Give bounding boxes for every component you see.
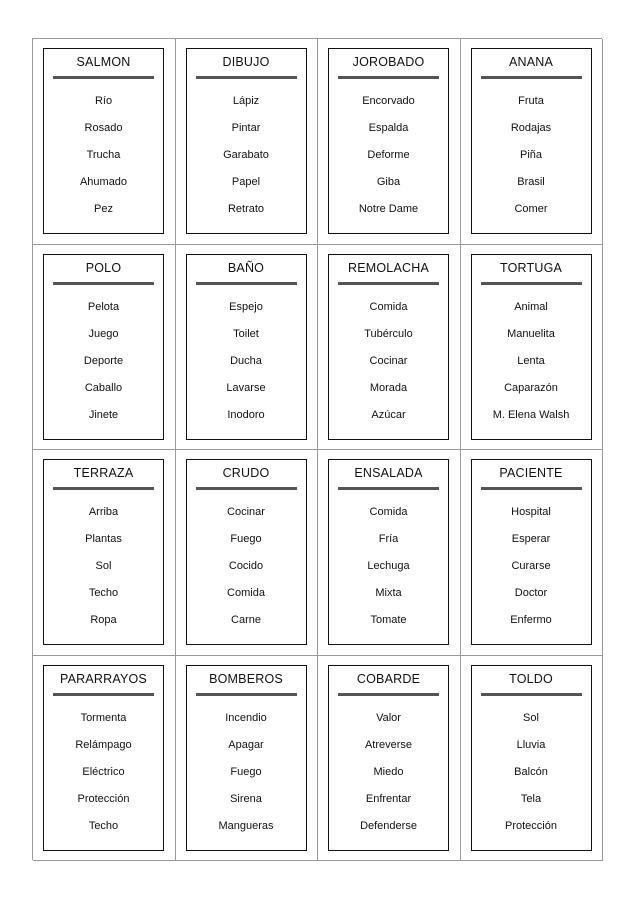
forbidden-word: Tormenta — [80, 711, 127, 724]
forbidden-word: Deporte — [83, 354, 124, 367]
forbidden-word: Notre Dame — [358, 203, 419, 215]
forbidden-word: Río — [94, 95, 113, 107]
forbidden-word: M. Elena Walsh — [492, 408, 570, 421]
forbidden-word: Cocinar — [369, 354, 408, 367]
forbidden-word: Lápiz — [232, 95, 260, 107]
forbidden-word: Eléctrico — [82, 765, 125, 778]
card-title: BOMBEROS — [209, 671, 283, 686]
grid-cell — [176, 656, 319, 862]
forbidden-word: Ducha — [230, 354, 262, 367]
forbidden-word: Comida — [227, 587, 265, 599]
grid-cell — [461, 450, 604, 656]
forbidden-word: Morada — [369, 381, 408, 394]
forbidden-word: Fruta — [518, 95, 544, 107]
forbidden-word: Plantas — [85, 533, 122, 545]
forbidden-word: Doctor — [514, 587, 548, 599]
forbidden-word: Techo — [88, 587, 119, 599]
grid-cell — [461, 656, 604, 862]
card-title: CRUDO — [222, 466, 270, 480]
grid-cell — [176, 450, 319, 656]
forbidden-word: Rosado — [84, 122, 123, 134]
forbidden-word: Papel — [231, 176, 261, 188]
grid-cell — [33, 245, 176, 451]
word-card — [43, 48, 164, 234]
title-divider — [481, 282, 582, 285]
card-title: ANANA — [508, 55, 554, 69]
forbidden-word: Lechuga — [367, 560, 410, 572]
word-card — [43, 254, 164, 440]
forbidden-word: Balcón — [514, 765, 548, 778]
title-divider — [53, 693, 154, 696]
forbidden-word: Mixta — [375, 587, 402, 599]
forbidden-word: Curarse — [511, 560, 551, 572]
forbidden-word: Lavarse — [226, 381, 266, 394]
grid-cell — [33, 39, 176, 245]
title-divider — [481, 76, 582, 79]
card-title: REMOLACHA — [348, 260, 429, 275]
card-title: POLO — [85, 260, 122, 275]
title-divider — [196, 693, 297, 696]
grid-cell — [318, 39, 461, 245]
forbidden-word: Giba — [376, 176, 401, 188]
forbidden-word: Caballo — [84, 381, 123, 394]
forbidden-word: Juego — [88, 327, 119, 340]
forbidden-word: Comida — [369, 506, 408, 518]
forbidden-word: Miedo — [373, 765, 404, 778]
forbidden-word: Pez — [94, 203, 113, 215]
forbidden-word: Enfermo — [510, 614, 552, 626]
forbidden-word: Apagar — [228, 738, 264, 751]
title-divider — [53, 282, 154, 285]
card-title: TERRAZA — [73, 466, 134, 480]
word-card — [471, 665, 592, 851]
forbidden-word: Inodoro — [227, 408, 265, 421]
title-divider — [196, 76, 297, 79]
card-title: ENSALADA — [354, 466, 423, 480]
forbidden-word: Protección — [505, 819, 557, 832]
forbidden-word: Protección — [77, 792, 130, 805]
forbidden-word: Incendio — [225, 711, 267, 724]
forbidden-word: Techo — [88, 819, 119, 832]
forbidden-word: Fuego — [230, 533, 262, 545]
word-card — [328, 48, 449, 234]
forbidden-word: Azúcar — [371, 408, 406, 421]
title-divider — [338, 487, 439, 490]
card-title: PARARRAYOS — [60, 671, 147, 686]
card-title: SALMON — [76, 55, 131, 69]
grid-cell — [33, 450, 176, 656]
forbidden-word: Cocido — [228, 560, 264, 572]
forbidden-word: Pintar — [231, 122, 261, 134]
title-divider — [338, 693, 439, 696]
forbidden-word: Espejo — [229, 300, 263, 313]
forbidden-word: Garabato — [223, 149, 269, 161]
forbidden-word: Pelota — [87, 300, 120, 313]
forbidden-word: Esperar — [511, 533, 551, 545]
forbidden-word: Hospital — [511, 506, 551, 518]
card-title: TORTUGA — [499, 260, 563, 275]
forbidden-word: Comer — [514, 203, 548, 215]
word-card — [186, 459, 307, 645]
grid-cell — [318, 656, 461, 862]
card-title: DIBUJO — [222, 55, 270, 69]
title-divider — [338, 76, 439, 79]
forbidden-word: Espalda — [368, 122, 409, 134]
forbidden-word: Fría — [378, 533, 399, 545]
word-card — [471, 459, 592, 645]
forbidden-word: Carne — [231, 614, 261, 626]
forbidden-word: Manuelita — [507, 327, 555, 340]
card-title: TOLDO — [509, 671, 553, 686]
forbidden-word: Brasil — [517, 176, 545, 188]
forbidden-word: Trucha — [86, 149, 121, 161]
forbidden-word: Caparazón — [504, 381, 558, 394]
forbidden-word: Lenta — [517, 354, 545, 367]
word-card — [43, 459, 164, 645]
title-divider — [338, 282, 439, 285]
forbidden-word: Toilet — [233, 327, 259, 340]
forbidden-word: Sol — [95, 560, 112, 572]
forbidden-word: Cocinar — [227, 506, 265, 518]
forbidden-word: Valor — [376, 711, 401, 724]
card-sheet — [32, 38, 602, 860]
forbidden-word: Deforme — [367, 149, 410, 161]
word-card — [328, 665, 449, 851]
forbidden-word: Lluvia — [516, 738, 546, 751]
word-card — [471, 48, 592, 234]
forbidden-word: Fuego — [230, 765, 262, 778]
grid-cell — [176, 39, 319, 245]
card-title: BAÑO — [227, 260, 265, 275]
word-card — [43, 665, 164, 851]
title-divider — [53, 76, 154, 79]
word-card — [186, 254, 307, 440]
word-card — [471, 254, 592, 440]
forbidden-word: Encorvado — [362, 95, 415, 107]
word-card — [328, 254, 449, 440]
title-divider — [196, 282, 297, 285]
grid-cell — [176, 245, 319, 451]
grid-cell — [461, 39, 604, 245]
forbidden-word: Tubérculo — [364, 327, 413, 340]
forbidden-word: Mangueras — [218, 819, 274, 832]
card-title: COBARDE — [356, 671, 421, 686]
forbidden-word: Defenderse — [360, 819, 417, 832]
forbidden-word: Comida — [369, 300, 408, 313]
forbidden-word: Ropa — [90, 614, 117, 626]
grid-cell — [33, 656, 176, 862]
forbidden-word: Jinete — [88, 408, 119, 421]
grid-cell — [318, 450, 461, 656]
forbidden-word: Animal — [514, 300, 548, 313]
word-card — [328, 459, 449, 645]
card-title: PACIENTE — [499, 466, 563, 480]
forbidden-word: Tomate — [370, 614, 407, 626]
title-divider — [196, 487, 297, 490]
word-card — [186, 48, 307, 234]
word-card — [186, 665, 307, 851]
forbidden-word: Enfrentar — [365, 792, 412, 805]
forbidden-word: Relámpago — [75, 738, 132, 751]
title-divider — [481, 693, 582, 696]
forbidden-word: Arriba — [88, 506, 119, 518]
forbidden-word: Atreverse — [364, 738, 413, 751]
title-divider — [481, 487, 582, 490]
forbidden-word: Ahumado — [79, 176, 128, 188]
card-title: JOROBADO — [352, 55, 425, 69]
forbidden-word: Sirena — [230, 792, 262, 805]
title-divider — [53, 487, 154, 490]
grid-cell — [318, 245, 461, 451]
grid-cell — [461, 245, 604, 451]
forbidden-word: Rodajas — [510, 122, 552, 134]
forbidden-word: Sol — [523, 711, 539, 724]
forbidden-word: Piña — [519, 149, 543, 161]
forbidden-word: Tela — [520, 792, 542, 805]
forbidden-word: Retrato — [227, 203, 265, 215]
